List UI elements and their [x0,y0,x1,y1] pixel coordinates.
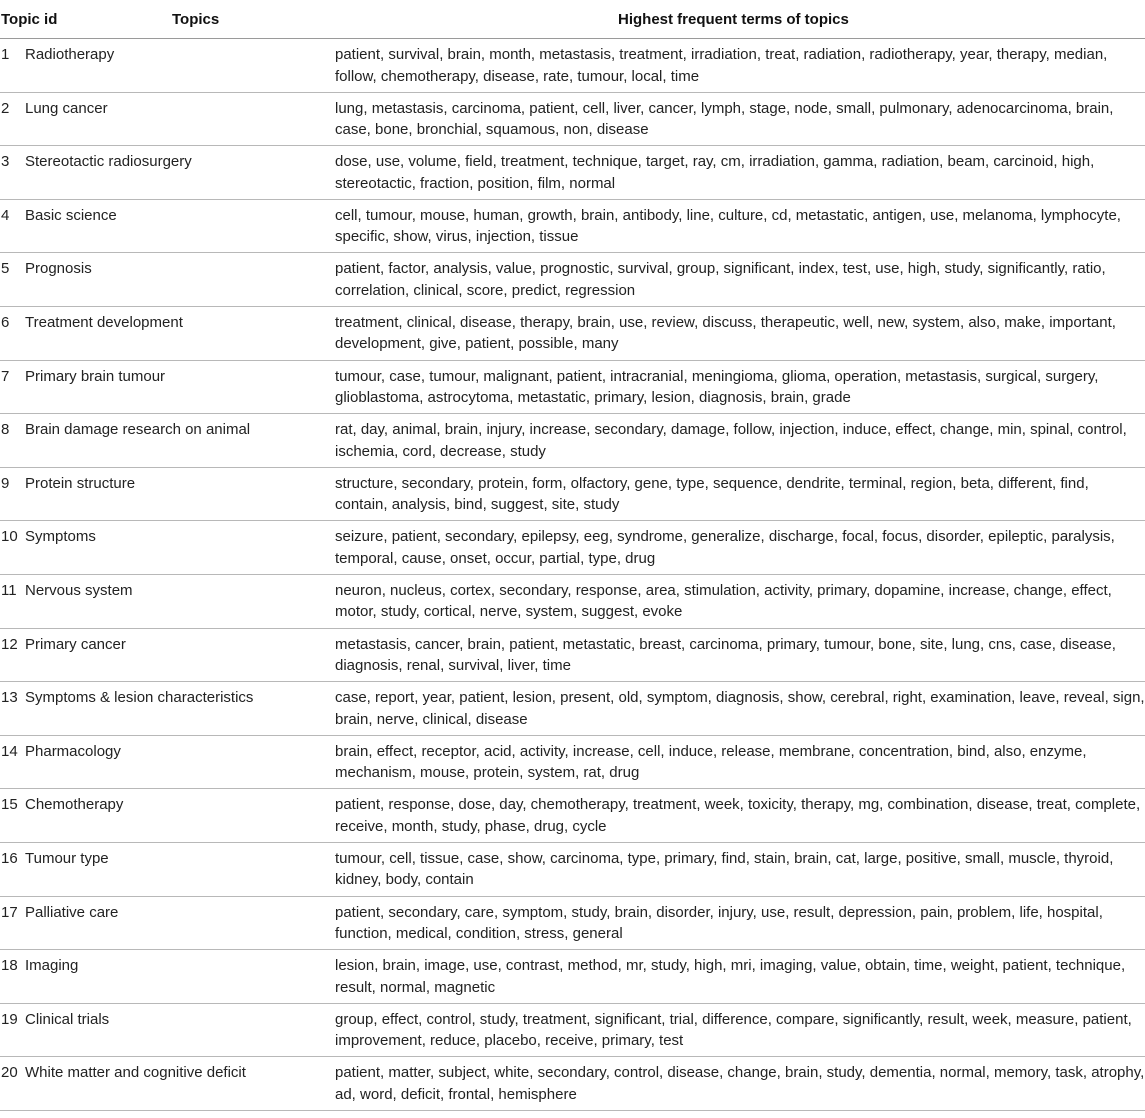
header-row [0,0,1145,39]
table-row [0,306,1145,360]
topic-id-cell: 19 [0,1003,80,1057]
topic-name-cell: Protein structure [25,467,280,521]
topic-name-cell: Chemotherapy [25,789,280,843]
table-row [0,521,1145,575]
table-row [0,1003,1145,1057]
topic-id-cell: 12 [0,628,80,682]
topic-id-cell: 10 [0,521,80,575]
topic-name-cell: Basic science [25,199,280,253]
header-terms: Highest frequent terms of topics [335,0,1145,39]
table-row [0,574,1145,628]
topic-name-cell: Symptoms [25,521,280,575]
table-row [0,467,1145,521]
topic-terms-cell: neuron, nucleus, cortex, secondary, response, area, stimulation, activity, primary, dopamine, increase, change, effect, motor, study, cortical, nerve, system, suggest, evoke [335,574,1145,628]
topic-id-cell: 15 [0,789,80,843]
topic-id-cell: 8 [0,414,80,468]
topic-terms-cell: seizure, patient, secondary, epilepsy, eeg, syndrome, generalize, discharge, focal, focus, disorder, epileptic, paralysis, temporal, cause, onset, occur, partial, type, drug [335,521,1145,575]
table-row [0,682,1145,736]
topic-name-cell: Symptoms & lesion characteristics [25,682,280,736]
table-row [0,842,1145,896]
topic-id-cell: 11 [0,574,80,628]
topic-terms-cell: patient, survival, brain, month, metastasis, treatment, irradiation, treat, radiation, radiotherapy, year, therapy, median, follow, chemotherapy, disease, rate, tumour, local, time [335,39,1145,93]
topic-terms-cell: tumour, case, tumour, malignant, patient, intracranial, meningioma, glioma, operation, metastasis, surgical, surgery, glioblastoma, astrocytoma, metastatic, primary, lesion, diagnosis, brain, grade [335,360,1145,414]
topic-id-cell: 9 [0,467,80,521]
topic-name-cell: Tumour type [25,842,280,896]
topic-id-cell: 2 [0,92,80,146]
topic-name-cell: Primary brain tumour [25,360,280,414]
table-row [0,735,1145,789]
topic-id-cell: 18 [0,950,80,1004]
topic-terms-cell: patient, factor, analysis, value, prognostic, survival, group, significant, index, test, use, high, study, significantly, ratio, correlation, clinical, score, predict, regression [335,253,1145,307]
topic-terms-cell: lung, metastasis, carcinoma, patient, cell, liver, cancer, lymph, stage, node, small, pulmonary, adenocarcinoma, brain, case, bone, bronchial, squamous, non, disease [335,92,1145,146]
table-row [0,92,1145,146]
topic-terms-cell: cell, tumour, mouse, human, growth, brain, antibody, line, culture, cd, metastatic, antigen, use, melanoma, lymphocyte, specific, show, virus, injection, tissue [335,199,1145,253]
topic-name-cell: Stereotactic radiosurgery [25,146,280,200]
topic-terms-cell: metastasis, cancer, brain, patient, metastatic, breast, carcinoma, primary, tumour, bone, site, lung, cns, case, disease, diagnosis, renal, survival, liver, time [335,628,1145,682]
topic-id-cell: 16 [0,842,80,896]
header-topic-id: Topic id [0,0,80,39]
topic-id-cell: 13 [0,682,80,736]
topic-name-cell: Primary cancer [25,628,280,682]
topic-id-cell: 7 [0,360,80,414]
table-row [0,39,1145,93]
topic-id-cell: 1 [0,39,80,93]
header-topics: Topics [80,0,335,39]
topic-name-cell: Prognosis [25,253,280,307]
topic-terms-cell: patient, matter, subject, white, secondary, control, disease, change, brain, study, dementia, normal, memory, task, atrophy, ad, word, deficit, frontal, hemisphere [335,1057,1145,1111]
topic-name-cell: Nervous system [25,574,280,628]
topic-name-cell: Lung cancer [25,92,280,146]
topic-terms-cell: patient, response, dose, day, chemotherapy, treatment, week, toxicity, therapy, mg, combination, disease, treat, complete, receive, month, study, phase, drug, cycle [335,789,1145,843]
table-row [0,950,1145,1004]
topic-name-cell: Brain damage research on animal [25,414,280,468]
topic-terms-cell: group, effect, control, study, treatment, significant, trial, difference, compare, significantly, result, week, measure, patient, improvement, reduce, placebo, receive, primary, test [335,1003,1145,1057]
table-body [0,39,1145,1111]
table-row [0,414,1145,468]
topic-id-cell: 5 [0,253,80,307]
topic-terms-cell: patient, secondary, care, symptom, study, brain, disorder, injury, use, result, depression, pain, problem, life, hospital, function, medical, condition, stress, general [335,896,1145,950]
topic-terms-cell: structure, secondary, protein, form, olfactory, gene, type, sequence, dendrite, terminal, region, beta, different, find, contain, analysis, bind, suggest, site, study [335,467,1145,521]
topic-name-cell: Clinical trials [25,1003,280,1057]
topic-id-cell: 14 [0,735,80,789]
table-row [0,146,1145,200]
topic-id-cell: 6 [0,306,80,360]
table-row [0,896,1145,950]
table-header [0,0,1145,39]
topic-terms-cell: rat, day, animal, brain, injury, increase, secondary, damage, follow, injection, induce, effect, change, min, spinal, control, ischemia, cord, decrease, study [335,414,1145,468]
topic-name-cell: Treatment development [25,306,280,360]
topic-id-cell: 4 [0,199,80,253]
topic-name-cell: Radiotherapy [25,39,280,93]
topic-terms-cell: case, report, year, patient, lesion, present, old, symptom, diagnosis, show, cerebral, right, examination, leave, reveal, sign, brain, nerve, clinical, disease [335,682,1145,736]
topic-name-cell: White matter and cognitive deficit [25,1057,280,1111]
topic-id-cell: 20 [0,1057,80,1111]
table-row [0,1057,1145,1111]
topic-terms-cell: brain, effect, receptor, acid, activity, increase, cell, induce, release, membrane, concentration, bind, also, enzyme, mechanism, mouse, protein, system, rat, drug [335,735,1145,789]
table-row [0,199,1145,253]
topic-id-cell: 3 [0,146,80,200]
topic-terms-cell: dose, use, volume, field, treatment, technique, target, ray, cm, irradiation, gamma, radiation, beam, carcinoid, high, stereotactic, fraction, position, film, normal [335,146,1145,200]
topic-id-cell: 17 [0,896,80,950]
table-row [0,628,1145,682]
topic-name-cell: Palliative care [25,896,280,950]
table-row [0,253,1145,307]
topic-terms-cell: tumour, cell, tissue, case, show, carcinoma, type, primary, find, stain, brain, cat, large, positive, small, muscle, thyroid, kidney, body, contain [335,842,1145,896]
topic-terms-cell: lesion, brain, image, use, contrast, method, mr, study, high, mri, imaging, value, obtain, time, weight, patient, technique, result, normal, magnetic [335,950,1145,1004]
table-row [0,789,1145,843]
topic-name-cell: Imaging [25,950,280,1004]
topic-terms-cell: treatment, clinical, disease, therapy, brain, use, review, discuss, therapeutic, well, new, system, also, make, important, development, give, patient, possible, many [335,306,1145,360]
topic-name-cell: Pharmacology [25,735,280,789]
table-row [0,360,1145,414]
